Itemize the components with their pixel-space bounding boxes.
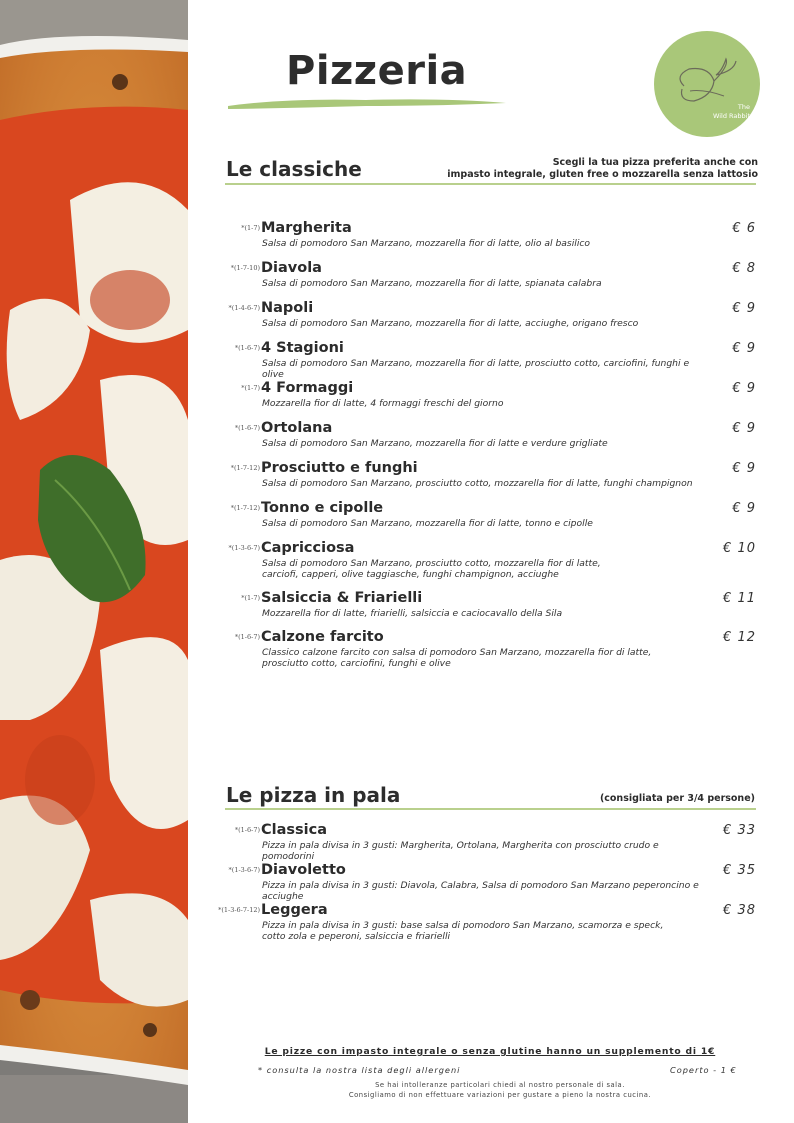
pizza-photo — [0, 0, 188, 1123]
menu-item-allergens: *(1-4-6-7) — [228, 304, 260, 312]
menu-item-allergens: *(1-7) — [241, 224, 260, 232]
note-line-2: impasto integrale, gluten free o mozzarella senza lattosio — [447, 169, 758, 180]
menu-item-allergens: *(1-7) — [241, 594, 260, 602]
menu-item-description: Salsa di pomodoro San Marzano, mozzarella fior di latte, acciughe, origano fresco — [262, 318, 639, 329]
menu-item-allergens: *(1-7) — [241, 384, 260, 392]
variations-note: Consigliamo di non effettuare variazioni per gustare a pieno la nostra cucina. — [348, 1091, 652, 1099]
menu-item-description: Pizza in pala divisa in 3 gusti: base salsa di pomodoro San Marzano, scamorza e speck, cotto zola e peperoni, salsiccia e friarielli — [262, 920, 664, 942]
menu-item-price: € 6 — [732, 221, 756, 236]
menu-item-allergens: *(1-6-7) — [234, 344, 260, 352]
logo-line-2: Wild Rabbit — [712, 112, 750, 120]
menu-item-price: € 9 — [732, 461, 756, 476]
menu-item-allergens: *(1-7-12) — [230, 464, 260, 472]
page-title: Pizzeria — [286, 48, 468, 94]
menu-item-description: Salsa di pomodoro San Marzano, mozzarella fior di latte, spianata calabra — [262, 278, 602, 289]
menu-item-name: Diavola — [261, 260, 322, 276]
menu-item-name: Ortolana — [261, 420, 333, 436]
menu-item-allergens: *(1-3-6-7) — [228, 866, 260, 874]
coperto-note: Coperto - 1 € — [670, 1065, 737, 1075]
menu-item-allergens: *(1-3-6-7) — [228, 544, 260, 552]
logo-text — [692, 103, 750, 121]
menu-item-allergens: *(1-7-10) — [230, 264, 260, 272]
menu-item-price: € 8 — [732, 261, 756, 276]
menu-item-price: € 10 — [723, 541, 756, 556]
menu-item-name: 4 Stagioni — [261, 340, 344, 356]
menu-item-price: € 9 — [732, 301, 756, 316]
rabbit-icon — [654, 31, 760, 137]
note-line-1: Scegli la tua pizza preferita anche con — [552, 157, 758, 168]
section-title-classiche: Le classiche — [226, 157, 362, 181]
menu-item-price: € 12 — [723, 630, 756, 645]
pizza-illustration — [0, 0, 188, 1123]
menu-item-name: Napoli — [261, 300, 314, 316]
menu-item-name: Calzone farcito — [261, 629, 384, 645]
allergens-note: * consulta la nostra lista degli allergeni — [258, 1065, 461, 1075]
menu-item-price: € 38 — [723, 903, 756, 918]
menu-item-name: Margherita — [261, 220, 352, 236]
section-divider — [225, 183, 756, 185]
menu-item-name: Classica — [261, 822, 328, 838]
section-title-pala: Le pizza in pala — [226, 783, 401, 807]
menu-item-name: 4 Formaggi — [261, 380, 354, 396]
supplement-note: Le pizze con impasto integrale o senza glutine hanno un supplemento di 1€ — [264, 1046, 716, 1057]
section-note-pala: (consigliata per 3/4 persone) — [599, 793, 755, 804]
menu-item-price: € 9 — [732, 501, 756, 516]
menu-item-name: Capricciosa — [261, 540, 355, 556]
menu-item-price: € 33 — [723, 823, 756, 838]
menu-item-allergens: *(1-7-12) — [230, 504, 260, 512]
menu-item-description: Mozzarella fior di latte, friarielli, salsiccia e caciocavallo della Sila — [262, 608, 563, 619]
menu-item-allergens: *(1-6-7) — [234, 424, 260, 432]
menu-item-name: Tonno e cipolle — [261, 500, 384, 516]
menu-item-price: € 9 — [732, 421, 756, 436]
menu-item-description: Salsa di pomodoro San Marzano, mozzarella fior di latte, tonno e cipolle — [262, 518, 593, 529]
menu-item-description: Salsa di pomodoro San Marzano, mozzarella fior di latte, olio al basilico — [262, 238, 591, 249]
logo-line-1: The — [737, 103, 750, 111]
intolerance-note: Se hai intolleranze particolari chiedi al nostro personale di sala. — [375, 1081, 625, 1089]
section-note-classiche — [447, 157, 758, 181]
menu-item-name: Diavoletto — [261, 862, 346, 878]
brush-stroke-decoration — [226, 94, 508, 112]
menu-item-description: Salsa di pomodoro San Marzano, prosciutto cotto, mozzarella fior di latte, funghi champignon — [262, 478, 693, 489]
menu-item-price: € 9 — [732, 381, 756, 396]
menu-item-name: Prosciutto e funghi — [261, 460, 418, 476]
menu-item-description: Classico calzone farcito con salsa di pomodoro San Marzano, mozzarella fior di latte, prosciutto cotto, carciofini, funghi e olive — [262, 647, 652, 669]
menu-item-description: Salsa di pomodoro San Marzano, prosciutto cotto, mozzarella fior di latte, carciofi, capperi, olive taggiasche, funghi champignon, acciughe — [262, 558, 601, 580]
menu-item-description: Pizza in pala divisa in 3 gusti: Diavola, Calabra, Salsa di pomodoro San Marzano peperoncino e acciughe — [262, 880, 699, 902]
menu-item-price: € 9 — [732, 341, 756, 356]
section-divider — [225, 808, 756, 810]
menu-item-description: Salsa di pomodoro San Marzano, mozzarella fior di latte, prosciutto cotto, carciofini, funghi e olive — [262, 358, 690, 380]
menu-item-price: € 35 — [723, 863, 756, 878]
menu-item-name: Salsiccia & Friarielli — [261, 590, 423, 606]
menu-item-description: Mozzarella fior di latte, 4 formaggi freschi del giorno — [262, 398, 504, 409]
menu-item-allergens: *(1-3-6-7-12) — [218, 906, 260, 914]
menu-item-allergens: *(1-6-7) — [234, 633, 260, 641]
menu-item-name: Leggera — [261, 902, 328, 918]
menu-item-allergens: *(1-6-7) — [234, 826, 260, 834]
restaurant-logo — [654, 31, 760, 137]
menu-item-description: Salsa di pomodoro San Marzano, mozzarella fior di latte e verdure grigliate — [262, 438, 608, 449]
menu-item-description: Pizza in pala divisa in 3 gusti: Margherita, Ortolana, Margherita con prosciutto crudo e pomodorini — [262, 840, 659, 862]
menu-item-price: € 11 — [723, 591, 756, 606]
